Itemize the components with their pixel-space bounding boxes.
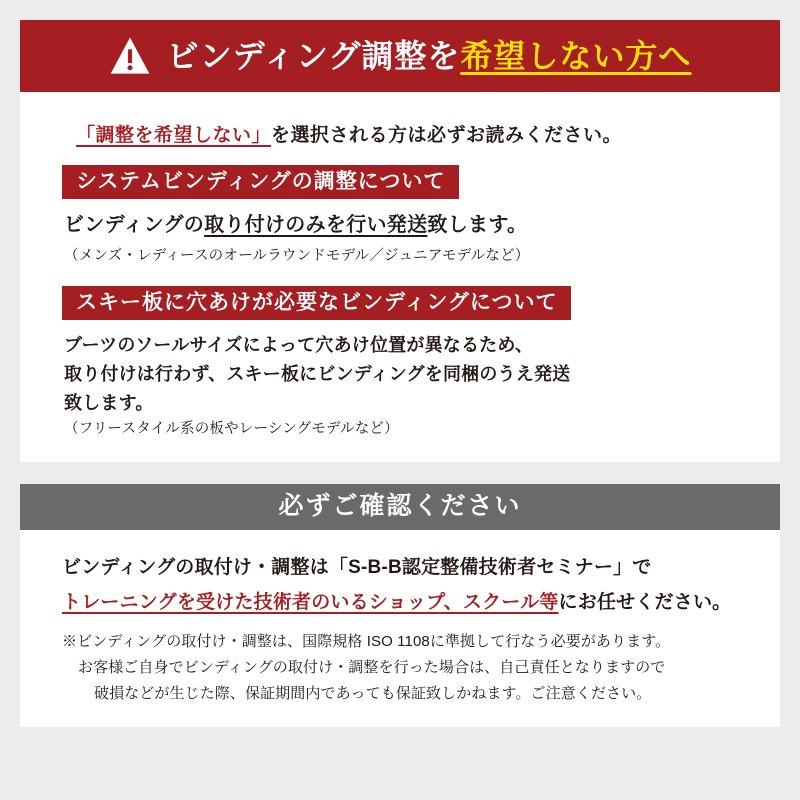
section2-line1: ブーツのソールサイズによって穴あけ位置が異なるため、	[64, 335, 534, 356]
section2-heading: スキー板に穴あけが必要なビンディングについて	[62, 286, 571, 320]
banner-title	[167, 40, 692, 72]
section1-paragraph	[64, 211, 746, 240]
section1-para-pre: ビンディングの	[64, 214, 205, 237]
confirm-body	[20, 530, 780, 706]
confirm-heading: 必ずご確認ください	[278, 492, 522, 521]
gray-banner	[20, 484, 780, 530]
banner-title-highlight: 希望しない方へ	[460, 38, 692, 74]
confirm-fine-2: お客様ご自身でビンディングの取付け・調整を行った場合は、自己責任となりますので	[78, 659, 666, 677]
lead-text	[76, 120, 746, 147]
confirm-line2-rest: にお任せください。	[558, 591, 732, 613]
binding-no-adjust-card	[20, 20, 780, 462]
section2-line2-red: 取り付けは行わず、スキー板にビンディングを同梱	[64, 364, 480, 385]
section2-line3: 致します。	[64, 393, 154, 414]
section1-note: （メンズ・レディースのオールラウンドモデル／ジュニアモデルなど）	[64, 248, 530, 265]
warning-triangle-icon	[109, 35, 151, 77]
section1-para-post: 致します。	[427, 214, 528, 237]
confirm-fine-3: 破損などが生じた際、保証期間内であっても保証致しかねます。ご注意ください。	[94, 685, 652, 703]
lead-quoted: 「調整を希望しない」	[76, 125, 272, 146]
section2-line2	[64, 361, 746, 388]
section1-para-underline: 取り付けのみを行い発送	[204, 214, 428, 237]
card-body	[20, 92, 780, 440]
please-confirm-card	[20, 484, 780, 727]
banner-title-plain: ビンディング調整を	[166, 38, 461, 74]
confirm-line2-red: トレーニングを受けた技術者のいるショップ、スクール等	[62, 591, 559, 613]
red-banner	[20, 20, 780, 92]
section2-note: （フリースタイル系の板やレーシングモデルなど）	[64, 421, 399, 438]
confirm-line1: ビンディングの取付け・調整は「S-B-B認定整備技術者セミナー」で	[62, 556, 652, 578]
section-system-binding	[54, 165, 746, 266]
section1-heading: システムビンディングの調整について	[62, 165, 459, 199]
section-drilling-binding	[54, 286, 746, 439]
lead-rest: を選択される方は必ずお読みください。	[271, 125, 623, 146]
confirm-line2	[62, 587, 746, 614]
section2-line2-rest: のうえ発送	[479, 364, 571, 385]
confirm-fine-1: ※ビンディングの取付け・調整は、国際規格 ISO 1108に準拠して行なう必要があります。	[62, 632, 671, 650]
